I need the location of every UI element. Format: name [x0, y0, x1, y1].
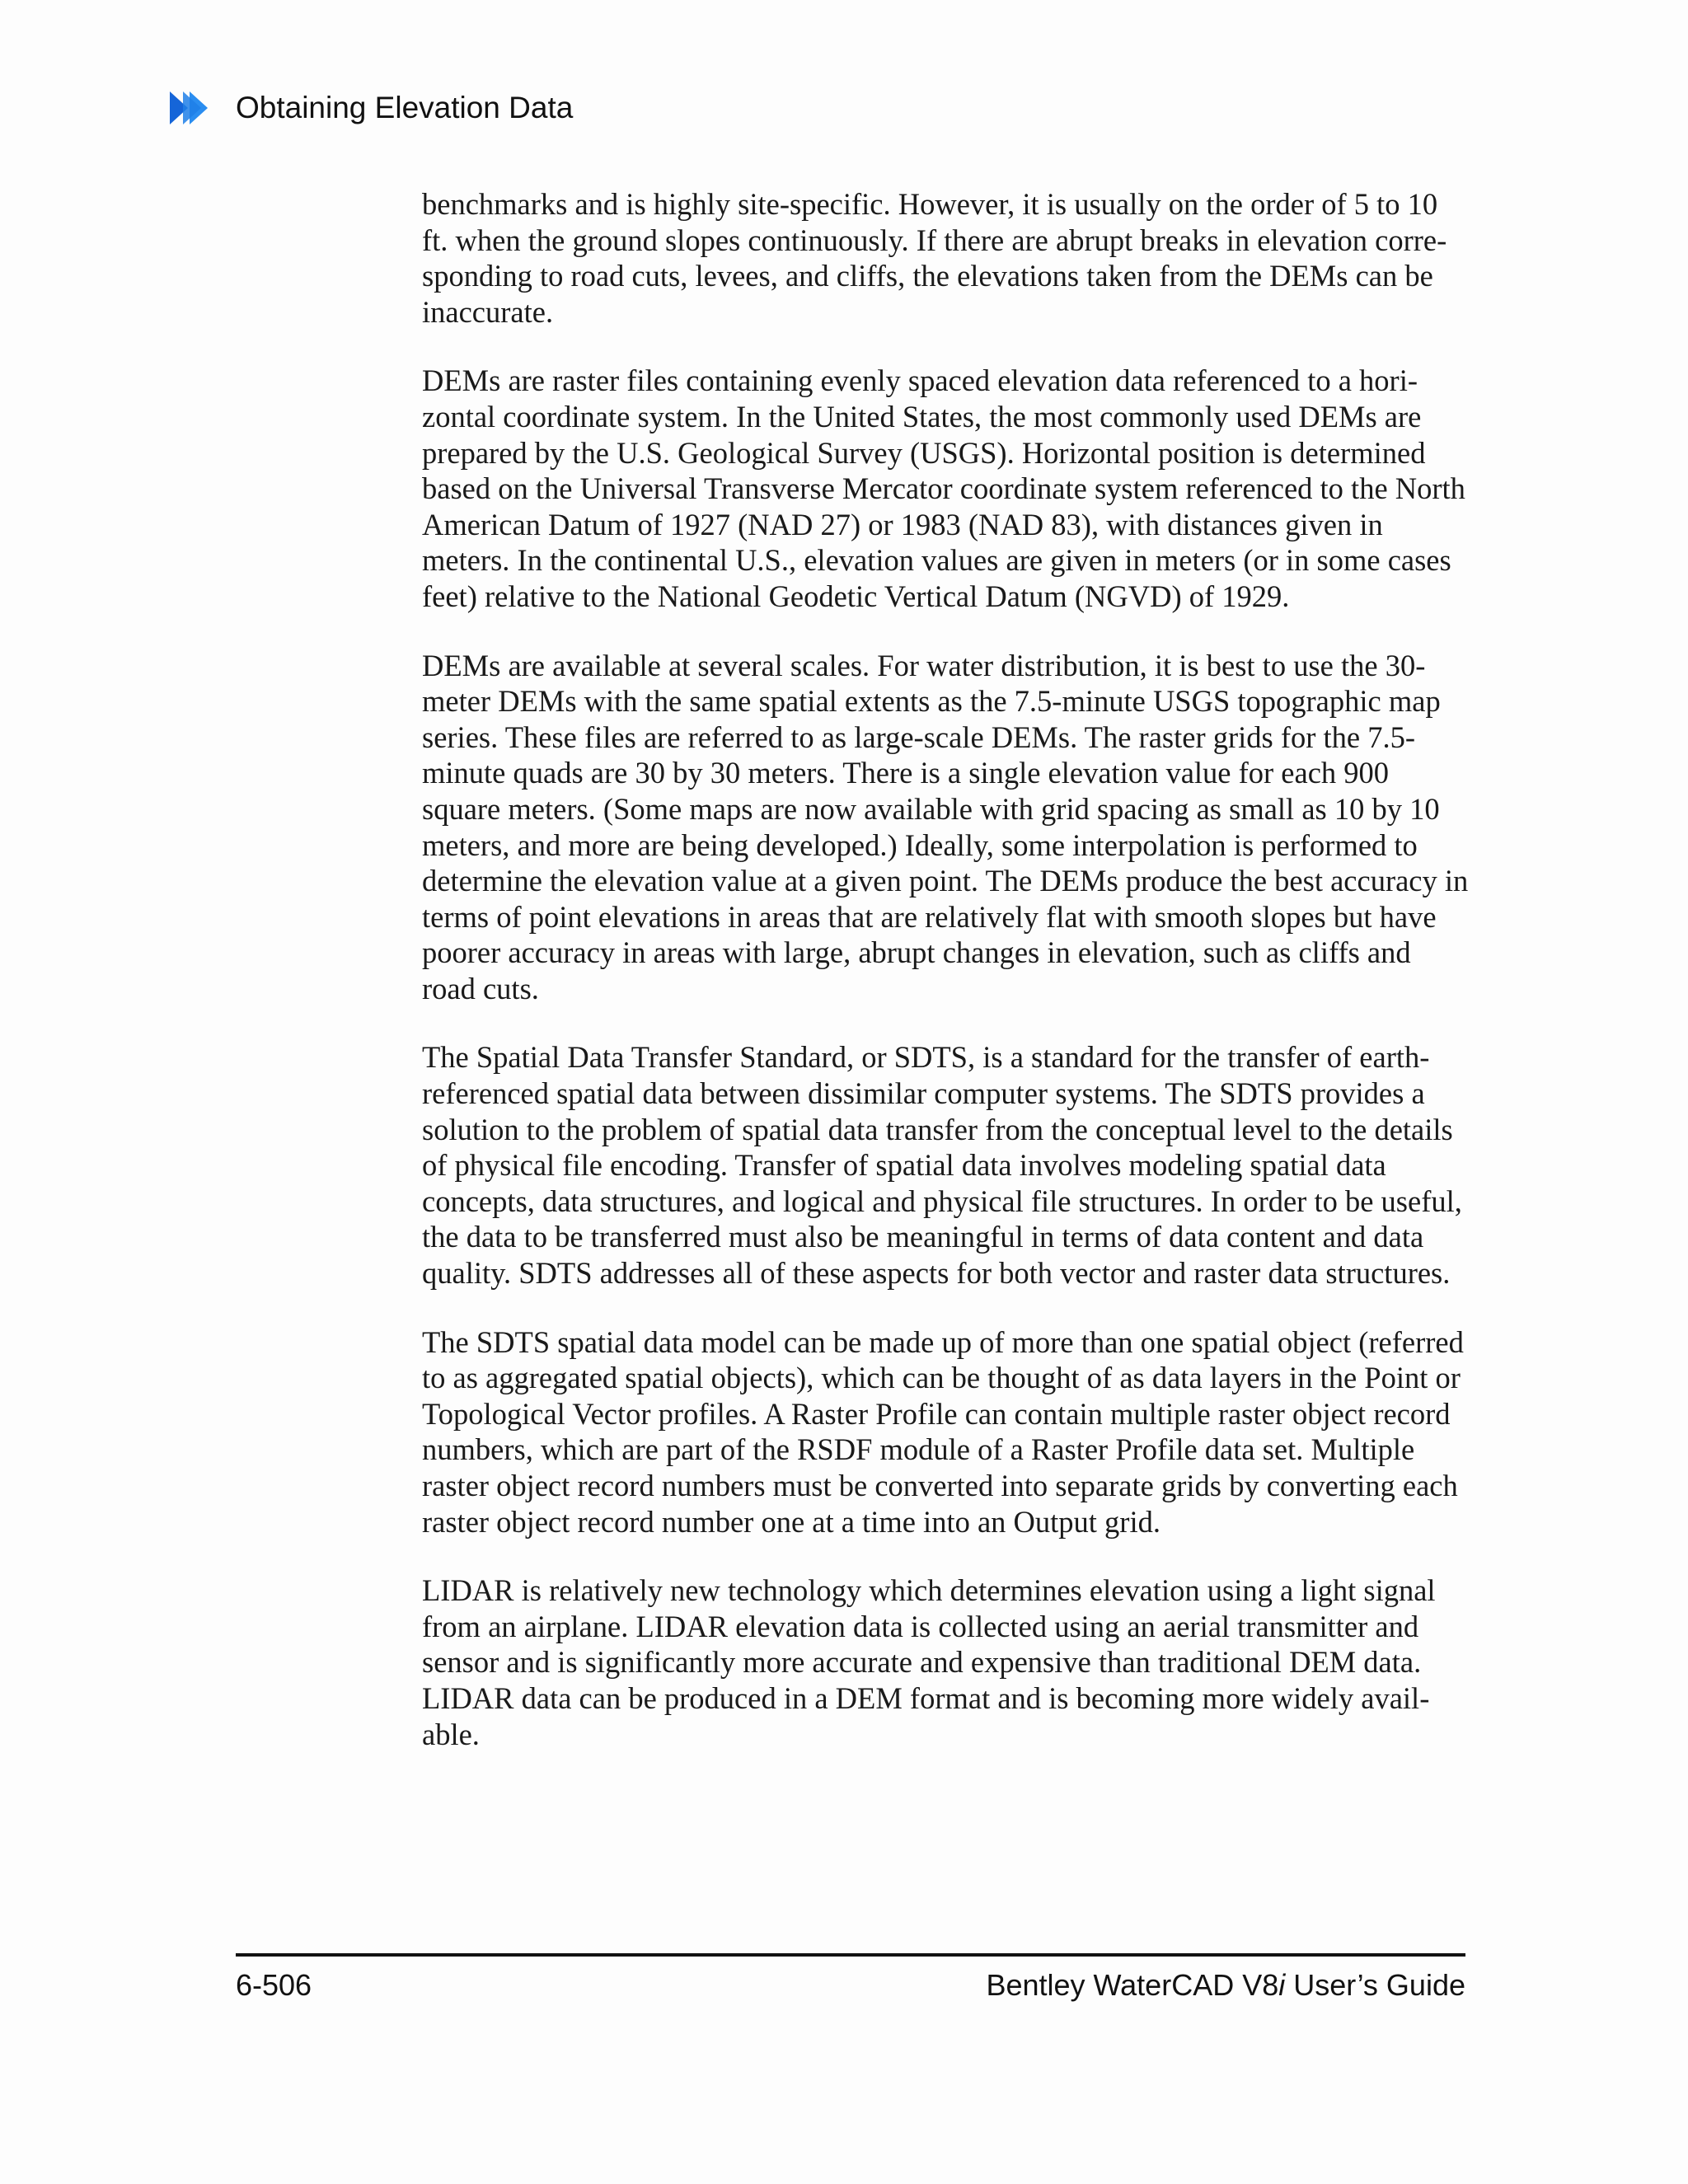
page-number: 6-506 [236, 1968, 312, 2002]
section-title: Obtaining Elevation Data [236, 91, 574, 124]
paragraph: The SDTS spatial data model can be made up of more than one spatial object (referred to as aggregated spatial objects), which can be thought of as data layers in the Point or Topological Vector profiles. A Raster Profile can contain multiple raster object record numbers, which are part of the RSDF module of a Raster Profile data set. Multiple raster object record numbers must be converted into separate grids by converting each raster object record number one at a time into an Output grid. [422, 1324, 1464, 1539]
double-chevron-right-icon [170, 90, 221, 126]
guide-title [986, 1968, 1465, 2003]
paragraph: DEMs are raster files containing evenly spaced elevation data referenced to a hori-zontal coordinate system. In the United States, the most commonly used DEMs are prepared by the U.S. Geological Survey (USGS). Horizontal position is determined based on the Universal Transverse Mercator coordinate system referenced to the North American Datum of 1927 (NAD 27) or 1983 (NAD 83), with distances given in meters. In the continental U.S., elevation values are given in meters (or in some cases feet) relative to the National Geodetic Vertical Datum (NGVD) of 1929. [422, 363, 1465, 613]
guide-title-suffix: User’s Guide [1285, 1968, 1465, 2002]
paragraph: DEMs are available at several scales. For water distribution, it is best to use the 30-meter DEMs with the same spatial extents as the 7.5-minute USGS topographic map series. These files are referred to as large-scale DEMs. The raster grids for the 7.5-minute quads are 30 by 30 meters. There is a single elevation value for each 900 square meters. (Some maps are now available with grid spacing as small as 10 by 10 meters, and more are being developed.) Ideally, some interpolation is performed to determine the elevation value at a given point. The DEMs produce the best accuracy in terms of point elevations in areas that are relatively flat with smooth slopes but have poorer accuracy in areas with large, abrupt changes in elevation, such as cliffs and road cuts. [422, 648, 1469, 1005]
footer-divider [236, 1953, 1465, 1957]
body-text [422, 186, 1469, 1785]
guide-title-prefix: Bentley WaterCAD V8 [986, 1968, 1279, 2002]
paragraph: LIDAR is relatively new technology which determines elevation using a light signal from an airplane. LIDAR elevation data is collected using an aerial transmitter and sensor and is significantly more accurate and expensive than traditional DEM data. LIDAR data can be produced in a DEM format and is becoming more widely avail-able. [422, 1573, 1436, 1751]
paragraph: The Spatial Data Transfer Standard, or SDTS, is a standard for the transfer of earth-referenced spatial data between dissimilar computer systems. The SDTS provides a solution to the problem of spatial data transfer from the conceptual level to the details of physical file encoding. Transfer of spatial data involves modeling spatial data concepts, data structures, and logical and physical file structures. In order to be useful, the data to be transferred must also be meaningful in terms of data content and data quality. SDTS addresses all of these aspects for both vector and raster data structures. [422, 1040, 1462, 1291]
running-header [170, 87, 573, 129]
guide-title-italic: i [1278, 1968, 1286, 2002]
paragraph: benchmarks and is highly site-specific. However, it is usually on the order of 5 to 10 ft. when the ground slopes continuously. If there are abrupt breaks in elevation corre-sponding to road cuts, levees, and cliffs, the elevations taken from the DEMs can be inaccurate. [422, 187, 1447, 329]
